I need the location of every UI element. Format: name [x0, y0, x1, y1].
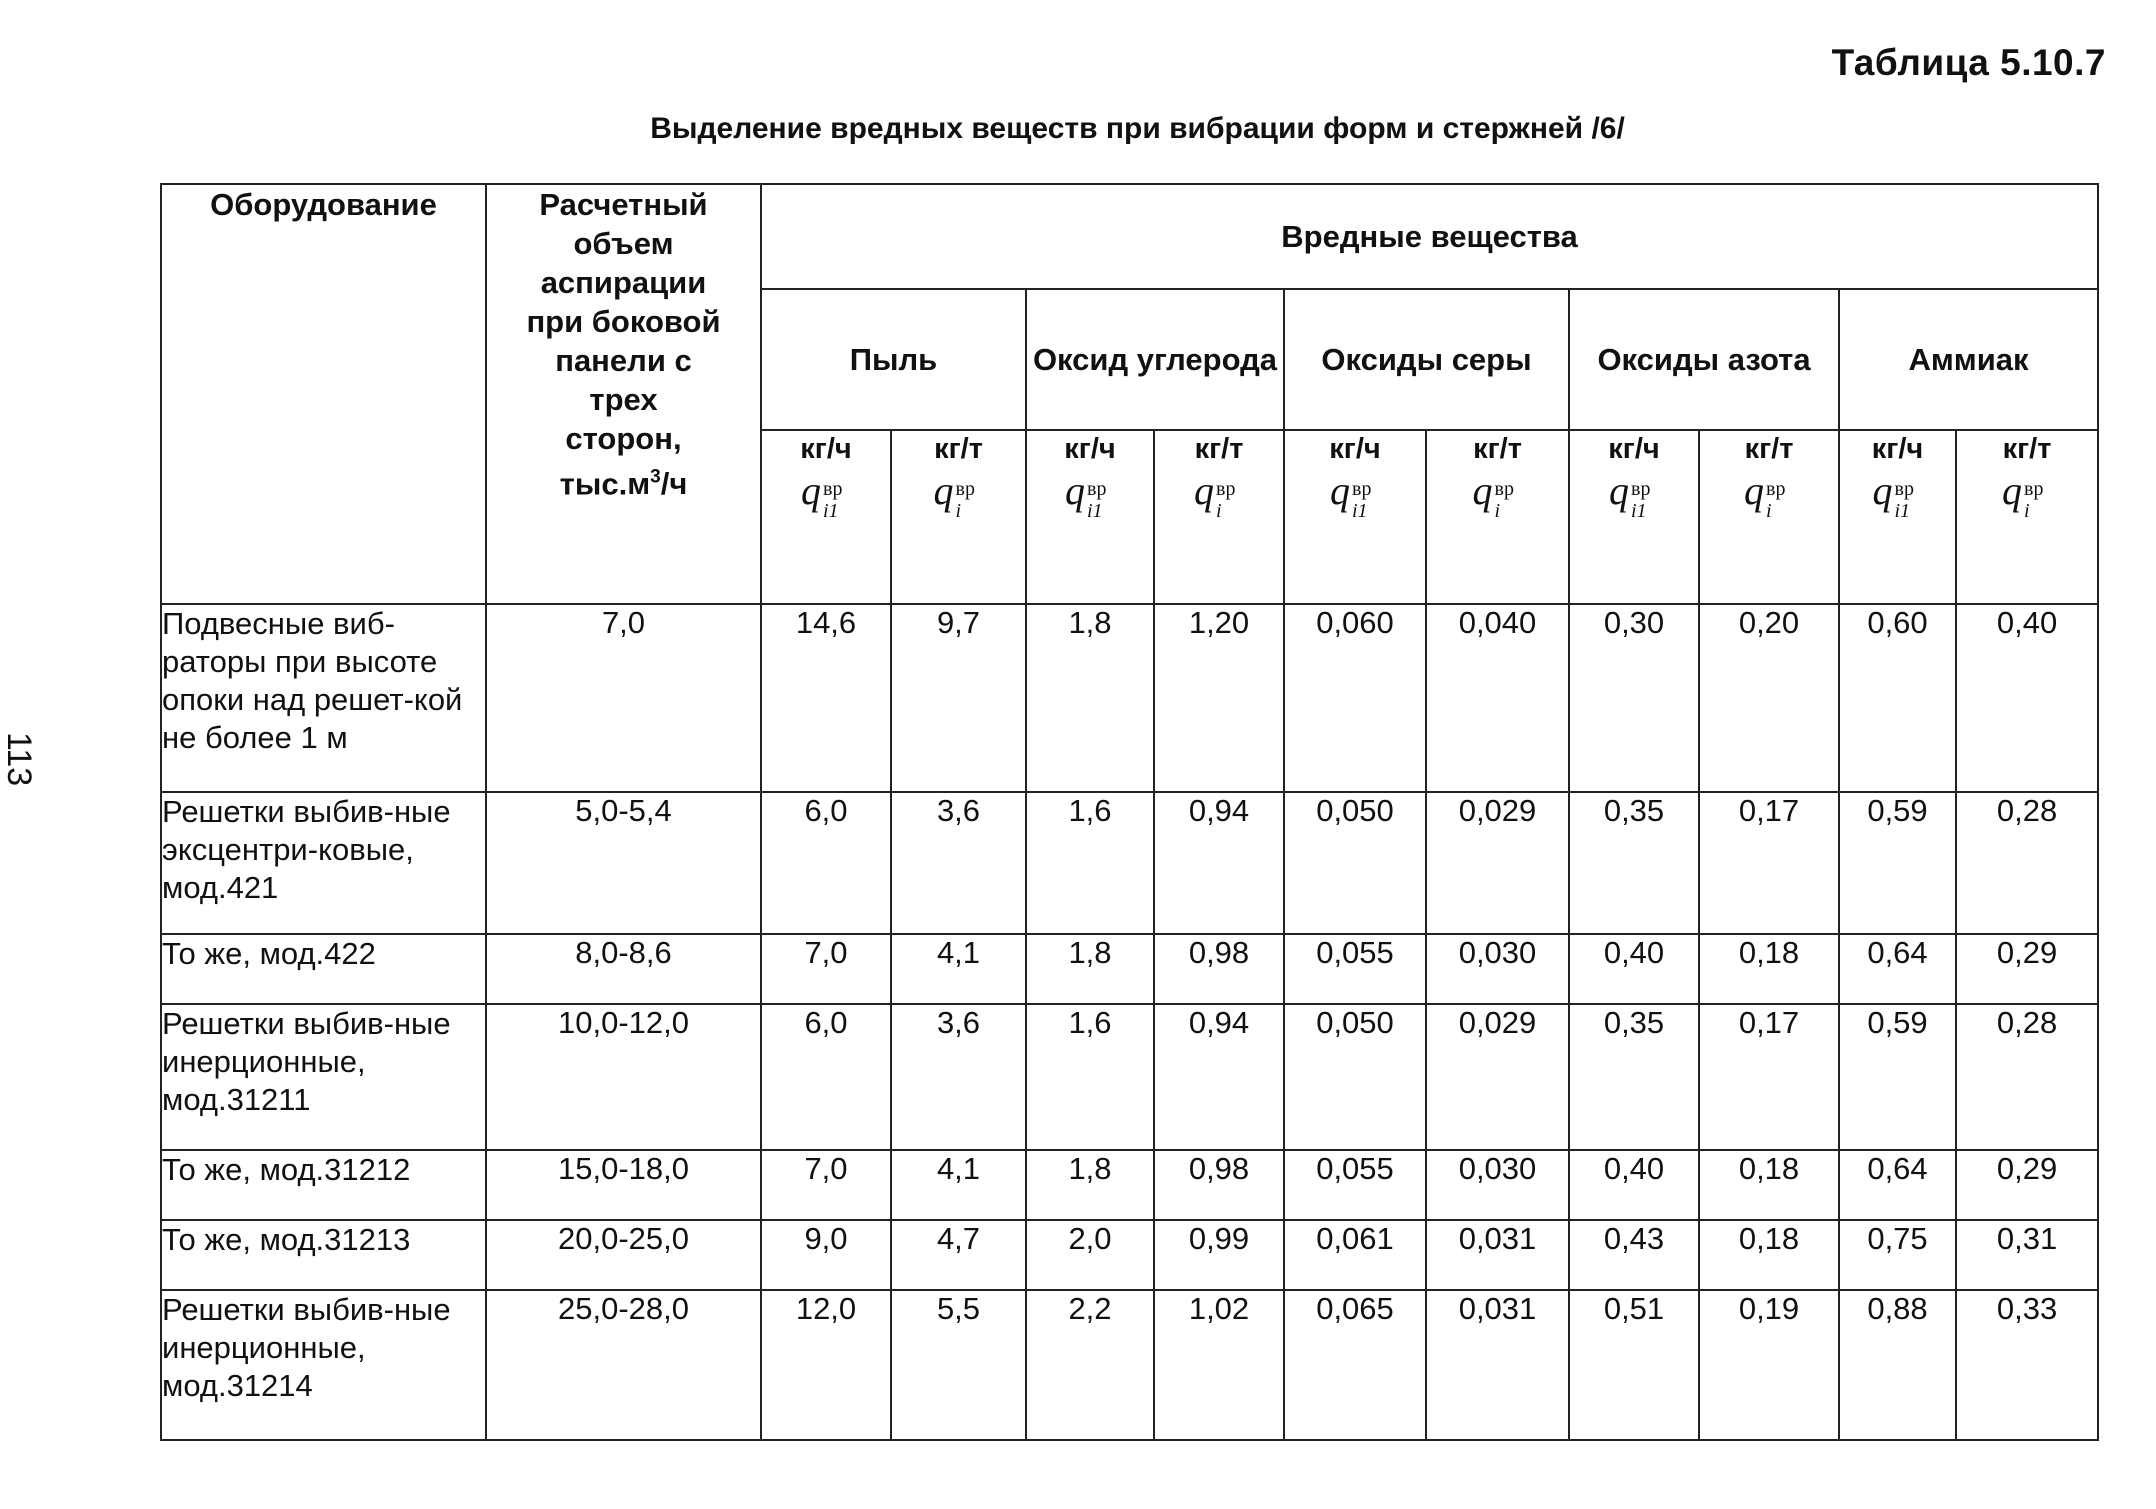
cell-value: 0,75 — [1839, 1220, 1956, 1290]
cell-equipment: То же, мод.31212 — [161, 1150, 486, 1220]
table-row — [161, 1290, 2098, 1440]
header-substance: Оксид углерода — [1026, 289, 1284, 430]
cell-value: 0,065 — [1284, 1290, 1426, 1440]
cell-value: 0,040 — [1426, 604, 1569, 792]
cell-value: 0,18 — [1699, 934, 1839, 1004]
cell-value: 0,19 — [1699, 1290, 1839, 1440]
cell-volume: 7,0 — [486, 604, 761, 792]
cell-value: 1,02 — [1154, 1290, 1284, 1440]
header-substance: Оксиды серы — [1284, 289, 1569, 430]
table-caption: Выделение вредных веществ при вибрации форм и стержней /6/ — [650, 112, 1625, 145]
cell-value: 0,35 — [1569, 1004, 1699, 1150]
cell-volume: 10,0-12,0 — [486, 1004, 761, 1150]
table-row — [161, 934, 2098, 1004]
header-equipment: Оборудование — [161, 184, 486, 604]
cell-value: 0,29 — [1956, 1150, 2098, 1220]
cell-value: 0,40 — [1956, 604, 2098, 792]
cell-value: 0,060 — [1284, 604, 1426, 792]
emission-symbol: q вр i — [1472, 468, 1514, 522]
cell-value: 1,8 — [1026, 934, 1154, 1004]
cell-equipment: Решетки выбив-ные эксцентри-ковые, мод.421 — [161, 792, 486, 934]
cell-value: 0,28 — [1956, 1004, 2098, 1150]
header-volume-line: при боковой — [526, 304, 721, 339]
unit-label: кг/т — [2002, 433, 2052, 465]
emission-symbol: q вр i — [1744, 468, 1786, 522]
header-volume-unit: $м^3/ч$ — [627, 466, 688, 502]
table-row — [161, 604, 2098, 792]
cell-value: 7,0 — [761, 934, 891, 1004]
cell-value: 4,1 — [891, 934, 1026, 1004]
cell-value: 14,6 — [761, 604, 891, 792]
cell-value: 0,94 — [1154, 792, 1284, 934]
header-volume-line: панели с — [555, 343, 692, 378]
cell-value: 5,5 — [891, 1290, 1026, 1440]
cell-value: 0,98 — [1154, 934, 1284, 1004]
cell-value: 0,055 — [1284, 934, 1426, 1004]
cell-value: 12,0 — [761, 1290, 891, 1440]
header-volume-line: Расчетный — [539, 187, 708, 222]
cell-value: 0,94 — [1154, 1004, 1284, 1150]
header-harmful-substances: Вредные вещества — [761, 184, 2098, 289]
cell-value: 0,20 — [1699, 604, 1839, 792]
cell-value: 0,59 — [1839, 1004, 1956, 1150]
cell-equipment: То же, мод.422 — [161, 934, 486, 1004]
cell-value: 0,050 — [1284, 1004, 1426, 1150]
cell-value: 7,0 — [761, 1150, 891, 1220]
cell-value: 0,050 — [1284, 792, 1426, 934]
cell-value: 9,7 — [891, 604, 1026, 792]
unit-label: кг/т — [934, 433, 983, 465]
cell-value: 0,030 — [1426, 934, 1569, 1004]
header-volume-line: объем — [573, 226, 674, 261]
header-unit — [1699, 430, 1839, 604]
header-substance: Аммиак — [1839, 289, 2098, 430]
cell-value: 3,6 — [891, 792, 1026, 934]
table-number: Таблица 5.10.7 — [1831, 42, 2106, 83]
emission-symbol: q вр i — [2002, 468, 2044, 522]
emission-symbol: q вр i1 — [801, 468, 843, 522]
cell-value: 0,60 — [1839, 604, 1956, 792]
header-volume-line: аспирации — [540, 265, 707, 300]
cell-volume: 25,0-28,0 — [486, 1290, 761, 1440]
cell-value: 0,061 — [1284, 1220, 1426, 1290]
cell-value: 1,8 — [1026, 604, 1154, 792]
emissions-table — [160, 183, 2099, 1441]
header-unit — [891, 430, 1026, 604]
cell-value: 0,30 — [1569, 604, 1699, 792]
header-substance: Пыль — [761, 289, 1026, 430]
header-volume — [486, 184, 761, 604]
table-row — [161, 1220, 2098, 1290]
cell-value: 0,43 — [1569, 1220, 1699, 1290]
cell-value: 1,20 — [1154, 604, 1284, 792]
cell-value: 0,64 — [1839, 934, 1956, 1004]
emission-symbol: q вр i1 — [1609, 468, 1651, 522]
header-unit — [1026, 430, 1154, 604]
table-row — [161, 792, 2098, 934]
table-row — [161, 1150, 2098, 1220]
cell-value: 0,98 — [1154, 1150, 1284, 1220]
unit-label: кг/т — [1473, 433, 1522, 465]
cell-value: 0,64 — [1839, 1150, 1956, 1220]
header-unit — [1154, 430, 1284, 604]
cell-value: 0,029 — [1426, 1004, 1569, 1150]
header-volume-line: тыс. — [559, 466, 628, 502]
unit-label: кг/ч — [1064, 433, 1116, 465]
cell-value: 0,28 — [1956, 792, 2098, 934]
cell-value: 0,51 — [1569, 1290, 1699, 1440]
emission-symbol: q вр i1 — [1065, 468, 1107, 522]
cell-value: 0,18 — [1699, 1150, 1839, 1220]
emission-symbol: q вр i1 — [1330, 468, 1372, 522]
cell-value: 0,88 — [1839, 1290, 1956, 1440]
cell-value: 2,0 — [1026, 1220, 1154, 1290]
cell-value: 0,17 — [1699, 792, 1839, 934]
unit-label: кг/т — [1194, 433, 1244, 465]
header-unit — [1426, 430, 1569, 604]
cell-value: 4,1 — [891, 1150, 1026, 1220]
header-unit — [1569, 430, 1699, 604]
cell-value: 3,6 — [891, 1004, 1026, 1150]
cell-value: 0,29 — [1956, 934, 2098, 1004]
cell-value: 0,17 — [1699, 1004, 1839, 1150]
cell-value: 1,8 — [1026, 1150, 1154, 1220]
cell-value: 0,029 — [1426, 792, 1569, 934]
unit-label: кг/ч — [1329, 433, 1381, 465]
page-number: 113 — [0, 732, 38, 787]
unit-label: кг/ч — [1871, 433, 1924, 465]
cell-value: 0,99 — [1154, 1220, 1284, 1290]
cell-value: 9,0 — [761, 1220, 891, 1290]
header-volume-line: сторон, — [565, 421, 682, 456]
cell-value: 0,18 — [1699, 1220, 1839, 1290]
header-unit — [1284, 430, 1426, 604]
cell-value: 0,59 — [1839, 792, 1956, 934]
cell-volume: 20,0-25,0 — [486, 1220, 761, 1290]
cell-value: 0,031 — [1426, 1220, 1569, 1290]
cell-volume: 5,0-5,4 — [486, 792, 761, 934]
cell-value: 4,7 — [891, 1220, 1026, 1290]
unit-label: кг/ч — [800, 433, 852, 465]
header-unit — [1839, 430, 1956, 604]
emission-symbol: q вр i1 — [1872, 468, 1914, 522]
emission-symbol: q вр i — [1194, 468, 1236, 522]
table-row — [161, 1004, 2098, 1150]
cell-equipment: Подвесные виб-раторы при высоте опоки над решет-кой не более 1 м — [161, 604, 486, 792]
cell-equipment: Решетки выбив-ные инерционные, мод.31214 — [161, 1290, 486, 1440]
cell-value: 0,31 — [1956, 1220, 2098, 1290]
cell-value: 0,35 — [1569, 792, 1699, 934]
unit-label: кг/т — [1744, 433, 1794, 465]
header-volume-line: трех — [589, 382, 658, 417]
cell-value: 6,0 — [761, 1004, 891, 1150]
cell-volume: 8,0-8,6 — [486, 934, 761, 1004]
cell-equipment: Решетки выбив-ные инерционные, мод.31211 — [161, 1004, 486, 1150]
cell-value: 0,055 — [1284, 1150, 1426, 1220]
cell-value: 0,33 — [1956, 1290, 2098, 1440]
unit-label: кг/ч — [1608, 433, 1660, 465]
cell-volume: 15,0-18,0 — [486, 1150, 761, 1220]
cell-value: 6,0 — [761, 792, 891, 934]
cell-value: 1,6 — [1026, 792, 1154, 934]
cell-value: 0,030 — [1426, 1150, 1569, 1220]
cell-value: 1,6 — [1026, 1004, 1154, 1150]
header-substance: Оксиды азота — [1569, 289, 1839, 430]
cell-value: 0,031 — [1426, 1290, 1569, 1440]
cell-value: 0,40 — [1569, 934, 1699, 1004]
emission-symbol: q вр i — [933, 468, 975, 522]
cell-equipment: То же, мод.31213 — [161, 1220, 486, 1290]
header-unit — [761, 430, 891, 604]
cell-value: 0,40 — [1569, 1150, 1699, 1220]
cell-value: 2,2 — [1026, 1290, 1154, 1440]
header-unit — [1956, 430, 2098, 604]
